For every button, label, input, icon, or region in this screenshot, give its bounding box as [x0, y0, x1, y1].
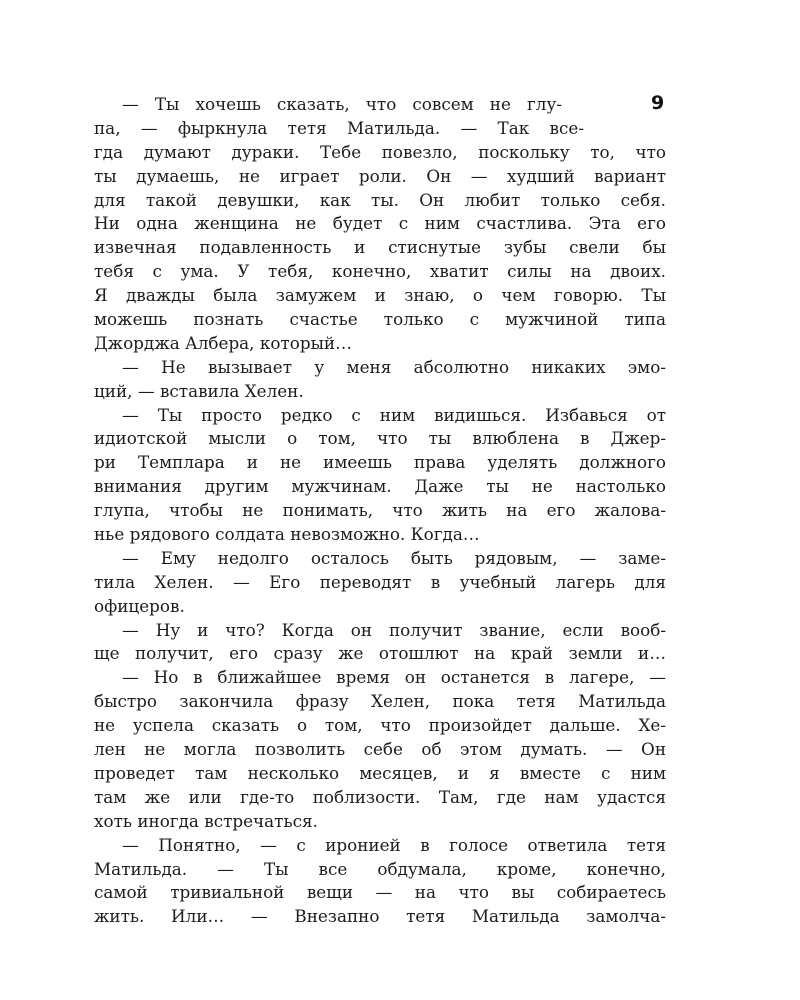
text-line: — Ты хочешь сказать, что совсем не глу-: [122, 94, 562, 114]
text-line: — Понятно, — с иронией в голосе ответила тетя: [122, 834, 666, 855]
text-line: идиотской мысли о том, что ты влюблена в Джер-: [94, 428, 666, 449]
text-line: глупа, чтобы не понимать, что жить на его жалова-: [94, 500, 666, 521]
text-line: Ни одна женщина не будет с ним счастлива. Эта его: [94, 213, 666, 234]
text-line: лен не могла позволить себе об этом думать. — Он: [94, 739, 666, 760]
text-line: — Но в ближайшее время он останется в лагере, —: [122, 667, 666, 688]
text-line: извечная подавленность и стиснутые зубы свели бы: [94, 237, 666, 258]
text-line: жить. Или… — Внезапно тетя Матильда замолча-: [94, 906, 666, 927]
text-line: хоть иногда встречаться.: [94, 810, 318, 831]
text-line: Матильда. — Ты все обдумала, кроме, конечно,: [94, 858, 666, 879]
text-line: нье рядового солдата невозможно. Когда…: [94, 524, 480, 545]
text-line: ри Темплара и не имеешь права уделять должного: [94, 452, 666, 473]
text-line: для такой девушки, как ты. Он любит только себя.: [94, 189, 666, 210]
text-line: — Ну и что? Когда он получит звание, если вооб-: [122, 619, 666, 640]
text-line: внимания другим мужчинам. Даже ты не настолько: [94, 476, 666, 497]
text-line: Джорджа Албера, который…: [94, 332, 352, 353]
text-line: ты думаешь, не играет роли. Он — худший вариант: [94, 165, 666, 186]
text-line: ций, — вставила Хелен.: [94, 380, 304, 401]
text-line: самой тривиальной вещи — на что вы собираетесь: [94, 882, 666, 903]
text-line: быстро закончила фразу Хелен, пока тетя Матильда: [94, 691, 666, 712]
text-line: тила Хелен. — Его переводят в учебный лагерь для: [94, 571, 666, 592]
text-line: — Ты просто редко с ним видишься. Избавься от: [122, 404, 666, 425]
text-line: проведет там несколько месяцев, и я вместе с ним: [94, 762, 666, 783]
text-line: — Не вызывает у меня абсолютно никаких эмо-: [122, 356, 666, 377]
text-line: тебя с ума. У тебя, конечно, хватит силы на двоих.: [94, 261, 666, 282]
text-line: ще получит, его сразу же отошлют на край земли и…: [94, 643, 666, 664]
page-number: 9: [651, 92, 665, 114]
body-text: [94, 93, 666, 929]
text-line: не успела сказать о том, что произойдет дальше. Хе-: [94, 715, 666, 736]
text-line: — Ему недолго осталось быть рядовым, — заме-: [122, 547, 666, 568]
text-line: можешь познать счастье только с мужчиной типа: [94, 309, 666, 330]
text-line: гда думают дураки. Тебе повезло, поскольку то, что: [94, 141, 666, 162]
text-line: офицеров.: [94, 595, 185, 616]
text-line: Я дважды была замужем и знаю, о чем говорю. Ты: [94, 285, 666, 306]
text-line: там же или где-то поблизости. Там, где нам удастся: [94, 786, 666, 807]
text-line: па, — фыркнула тетя Матильда. — Так все-: [94, 117, 584, 138]
